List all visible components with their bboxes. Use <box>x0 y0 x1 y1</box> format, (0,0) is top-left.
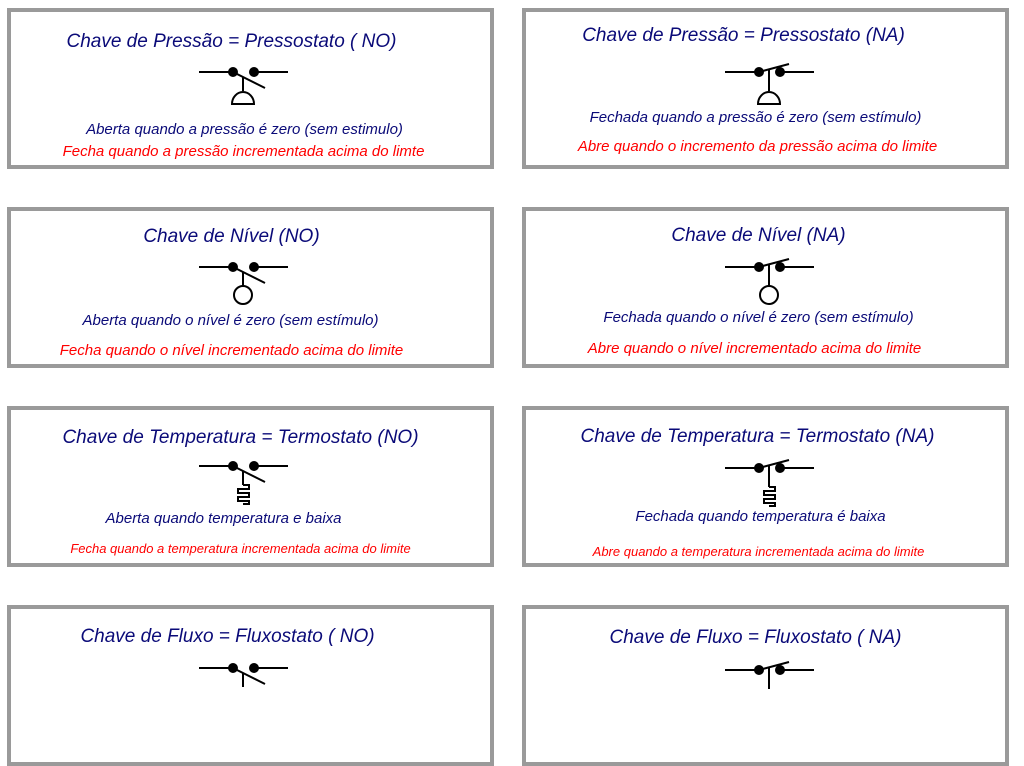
state-description: Fechada quando a pressão é zero (sem estímulo) <box>589 109 922 126</box>
temperature-switch-na-symbol-icon <box>719 458 819 508</box>
pressure-switch-no-panel <box>7 8 494 169</box>
state-description: Fechada quando o nível é zero (sem estímulo) <box>603 309 914 326</box>
action-description: Abre quando o nível incrementado acima do limite <box>587 340 922 357</box>
flow-switch-na-symbol-icon <box>719 660 819 710</box>
panel-title: Chave de Pressão = Pressostato (NA) <box>582 25 905 46</box>
action-description: Fecha quando a temperatura incrementada acima do limite <box>70 541 411 556</box>
action-description: Abre quando o incremento da pressão acima do limite <box>577 138 938 155</box>
flow-switch-na-panel <box>522 605 1009 766</box>
panel-title: Chave de Nível (NA) <box>671 225 846 246</box>
pressure-switch-na-panel <box>522 8 1009 169</box>
level-switch-no-symbol-icon <box>193 257 293 307</box>
flow-switch-no-panel <box>7 605 494 766</box>
panel-title: Chave de Fluxo = Fluxostato ( NO) <box>80 626 375 647</box>
panel-title: Chave de Fluxo = Fluxostato ( NA) <box>609 627 902 648</box>
action-description: Fecha quando a pressão incrementada acima do limte <box>62 143 425 160</box>
state-description: Aberta quando o nível é zero (sem estímulo) <box>82 312 379 329</box>
state-description: Fechada quando temperatura é baixa <box>635 508 886 525</box>
state-description: Aberta quando a pressão é zero (sem estimulo) <box>86 121 403 138</box>
level-switch-na-panel <box>522 207 1009 368</box>
pressure-switch-na-symbol-icon <box>719 62 819 112</box>
level-switch-no-panel <box>7 207 494 368</box>
temperature-switch-no-symbol-icon <box>193 456 293 506</box>
temperature-switch-na-panel <box>522 406 1009 567</box>
temperature-switch-no-panel <box>7 406 494 567</box>
panel-title: Chave de Temperatura = Termostato (NA) <box>580 426 935 447</box>
action-description: Abre quando a temperatura incrementada acima do limite <box>592 544 925 559</box>
pressure-switch-no-symbol-icon <box>193 62 293 112</box>
flow-switch-no-symbol-icon <box>193 658 293 708</box>
level-switch-na-symbol-icon <box>719 257 819 307</box>
action-description: Fecha quando o nível incrementado acima do limite <box>59 342 404 359</box>
panel-title: Chave de Pressão = Pressostato ( NO) <box>66 31 397 52</box>
panel-title: Chave de Nível (NO) <box>143 226 320 247</box>
state-description: Aberta quando temperatura e baixa <box>105 510 342 527</box>
panel-title: Chave de Temperatura = Termostato (NO) <box>62 427 419 448</box>
